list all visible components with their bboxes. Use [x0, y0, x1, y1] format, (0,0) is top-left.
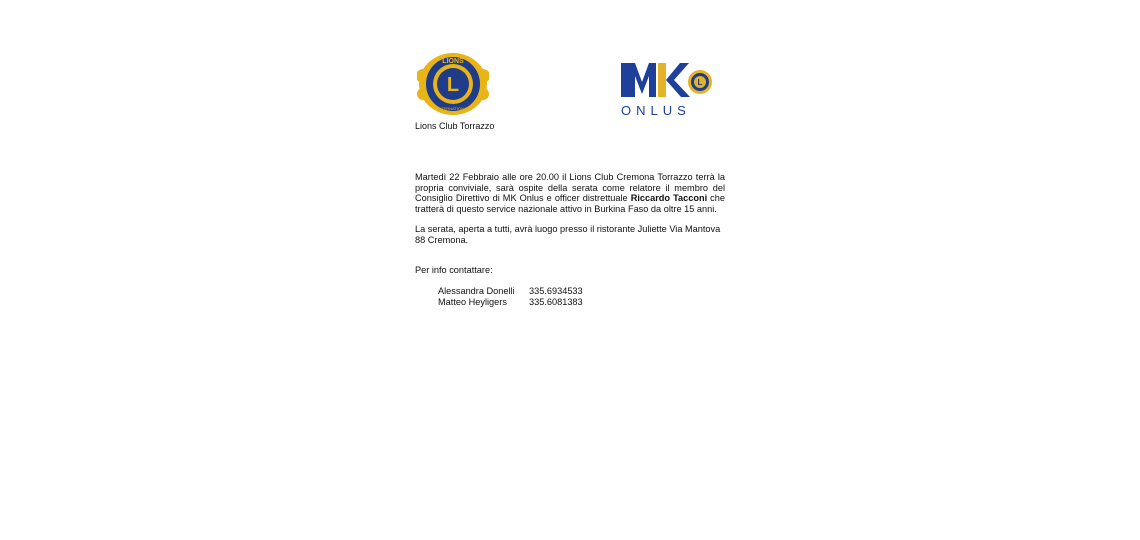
paragraph-text-1: Martedì 22 Febbraio alle ore 20.00 il Lions Club Cremona Torrazzo terrà la propria conviviale, sarà ospite della serata come relatore il membro del Consiglio Direttivo di MK Onlus e officer distrettuale [415, 172, 725, 203]
lions-logo-top-text: LIONS [442, 58, 464, 65]
paragraph-text-2: che tratterà di questo service nazionale attivo in Burkina Faso da oltre 15 anni. [415, 193, 725, 214]
announcement-paragraph [415, 172, 725, 214]
contact-phone: 335.6081383 [529, 296, 583, 307]
contact-phone: 335.6934533 [529, 286, 583, 296]
mk-onlus-logo [618, 60, 718, 120]
venue-paragraph: La serata, aperta a tutti, avrà luogo presso il ristorante Juliette Via Mantova 88 Cremona. [415, 224, 721, 245]
speaker-name: Riccardo Tacconi [630, 193, 708, 203]
lions-logo-letter: L [446, 74, 460, 96]
contact-list [438, 286, 583, 307]
contact-name: Alessandra Donelli [438, 286, 515, 296]
lions-club-caption: Lions Club Torrazzo [415, 121, 495, 131]
lions-international-logo [417, 50, 489, 118]
mk-onlus-text: ONLUS [621, 103, 691, 118]
contact-name: Matteo Heyligers [438, 296, 507, 307]
info-label: Per info contattare: [415, 265, 493, 275]
contact-row [438, 297, 583, 308]
contact-row [438, 286, 583, 297]
lions-logo-bottom-text: INTERNATIONAL [437, 106, 469, 111]
svg-text:L: L [697, 78, 703, 87]
